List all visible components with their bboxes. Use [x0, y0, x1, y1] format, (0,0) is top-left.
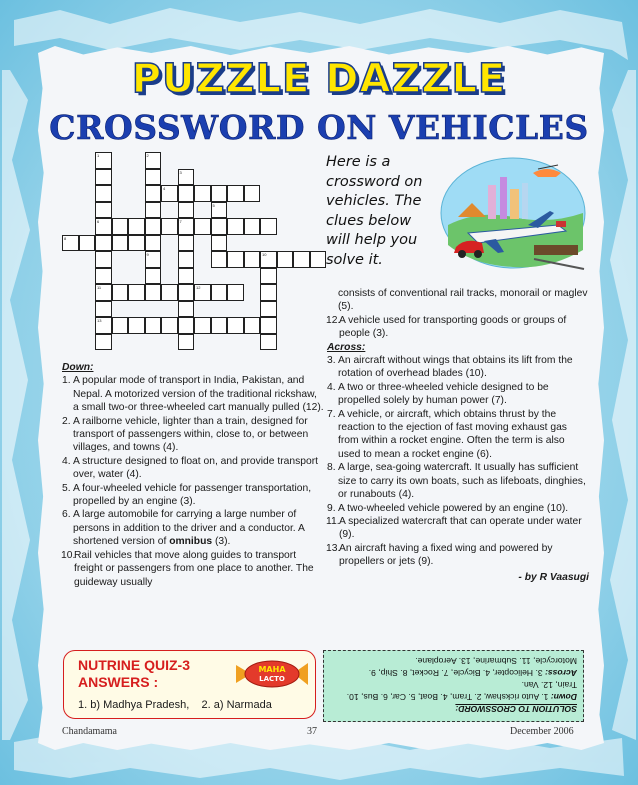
crossword-cell	[194, 284, 211, 301]
solution-down: Down: 1. Auto rickshaw, 2. Tram, 4. Boat, 5. Car, 6. Bus, 10. Train, 12. Van.	[346, 680, 577, 702]
quiz-answers-box	[63, 650, 316, 719]
crossword-cell	[95, 169, 112, 186]
clue-down-10: 10. Rail vehicles that move along guides to transport freight or passengers from one place to another. The guideway usually	[61, 549, 314, 588]
crossword-cell	[194, 317, 211, 334]
crossword-cell	[112, 317, 129, 334]
crossword-cell	[161, 317, 178, 334]
page-number: 37	[307, 726, 317, 737]
intro-line: vehicles. The	[326, 193, 422, 209]
crossword-cell	[145, 251, 162, 268]
crossword-cell	[145, 284, 162, 301]
crossword-cell	[145, 152, 162, 169]
clue-number: 9	[146, 252, 149, 257]
clue-down-2: 2. A railborne vehicle, lighter than a train, designed for transport of passengers within, close to, or between villages, and towns (4).	[62, 415, 309, 454]
crossword-cell	[95, 185, 112, 202]
intro-line: clues below	[326, 212, 412, 229]
clue-number: 11	[97, 285, 102, 290]
crossword-cell	[211, 218, 228, 235]
clue-across-4: 4. A two or three-wheeled vehicle designed to be propelled solely by human power (7).	[327, 381, 549, 407]
down-heading: Down:	[62, 362, 94, 373]
crossword-cell	[128, 284, 145, 301]
crossword-cell	[178, 202, 195, 219]
crossword-cell	[244, 317, 261, 334]
logo-text: LACTO	[259, 675, 285, 683]
crossword-cell	[194, 185, 211, 202]
crossword-cell	[79, 235, 96, 252]
across-heading: Across:	[327, 341, 366, 353]
crossword-cell	[161, 218, 178, 235]
intro-line: solve it.	[326, 251, 383, 268]
clue-across-8: 8. A large, sea-going watercraft. It usually has sufficient size to carry its own boats, such as lifeboats, dinghies, or runabouts (4).	[327, 462, 586, 501]
crossword-cell	[244, 251, 261, 268]
crossword-cell	[227, 317, 244, 334]
crossword-cell	[211, 251, 228, 268]
crossword-cell	[211, 317, 228, 334]
crossword-cell	[260, 268, 277, 285]
crossword-cell	[95, 334, 112, 351]
crossword-cell	[112, 218, 129, 235]
crossword-cell	[227, 251, 244, 268]
crossword-cell	[95, 301, 112, 318]
clue-number: 6	[97, 219, 100, 224]
crossword-cell	[128, 235, 145, 252]
toffee-wrapper-logo	[232, 655, 312, 691]
crossword-cell	[178, 268, 195, 285]
solution-heading: SOLUTION TO CROSSWORD:	[455, 704, 577, 714]
intro-line: will help you	[326, 232, 418, 248]
crossword-cell	[178, 169, 195, 186]
magazine-section-title: PUZZLE DAZZLE	[131, 56, 507, 102]
crossword-cell	[211, 185, 228, 202]
crossword-cell	[227, 185, 244, 202]
footer-magazine: Chandamama	[62, 726, 117, 737]
clue-down-12: 12. A vehicle used for transporting goods or groups of people (3).	[326, 314, 567, 340]
crossword-cell	[145, 317, 162, 334]
crossword-cell	[161, 284, 178, 301]
crossword-cell	[178, 185, 195, 202]
crossword-title: CROSSWORD ON VEHICLES	[49, 108, 589, 147]
crossword-cell	[145, 185, 162, 202]
crossword-cell	[260, 218, 277, 235]
vehicles-illustration	[438, 155, 588, 275]
crossword-cell	[112, 235, 129, 252]
clue-number: 1	[97, 153, 100, 158]
crossword-cell	[244, 218, 261, 235]
solution-across: Across: 3. Helicopter, 4. Bicycle, 7. Rocket, 8. Ship, 9. Motorcycle, 11. Submarine, 13. Aeroplane.	[368, 656, 577, 678]
footer-date: December 2006	[510, 726, 574, 737]
crossword-cell	[211, 202, 228, 219]
solution-box	[323, 650, 584, 722]
intro-line: crossword on	[326, 173, 423, 190]
crossword-cell	[145, 169, 162, 186]
crossword-cell	[95, 251, 112, 268]
crossword-cell	[227, 284, 244, 301]
solution-upside-down	[330, 655, 577, 715]
crossword-cell	[178, 251, 195, 268]
emphasis-word: omnibus	[169, 536, 213, 548]
crossword-cell	[95, 317, 112, 334]
clue-down-10-continued: consists of conventional rail tracks, monorail or maglev (5).	[338, 288, 588, 313]
clue-down-6: 6. A large automobile for carrying a large number of persons in addition to the driver and a conductor. A shortened version of omnibus (3).	[62, 509, 305, 548]
clue-number: 8	[64, 235, 67, 241]
crossword-cell	[128, 218, 145, 235]
crossword-cell	[145, 235, 162, 252]
crossword-cell	[178, 301, 195, 318]
clue-down-5: 5. A four-wheeled vehicle for passenger transportation, propelled by an engine (3).	[62, 482, 312, 508]
crossword-cell	[211, 284, 228, 301]
crossword-cell	[95, 218, 112, 235]
clue-number: 13	[97, 318, 102, 323]
clue-number: 5	[212, 202, 215, 208]
clue-number: 10	[262, 252, 267, 257]
crossword-cell	[145, 202, 162, 219]
intro-line: Here is a	[326, 154, 391, 170]
crossword-cell	[178, 235, 195, 252]
crossword-cell	[260, 334, 277, 351]
clue-across-13: 13. An aircraft having a fixed wing and powered by propellers or jets (9).	[326, 542, 553, 568]
crossword-cell	[260, 317, 277, 334]
crossword-cell	[227, 218, 244, 235]
crossword-cell	[178, 334, 195, 351]
crossword-cell	[260, 284, 277, 301]
crossword-cell	[95, 235, 112, 252]
crossword-cell	[95, 284, 112, 301]
crossword-cell	[244, 185, 261, 202]
crossword-cell	[178, 284, 195, 301]
clue-down-4: 4. A structure designed to float on, and provide transport over, water (4).	[62, 455, 318, 481]
crossword-cell	[260, 301, 277, 318]
down-clues-column	[62, 361, 324, 589]
clue-number: 12	[196, 285, 201, 290]
clue-number: 2	[146, 153, 149, 158]
crossword-cell	[95, 268, 112, 285]
crossword-cell	[128, 317, 145, 334]
clue-number: 7	[179, 219, 182, 224]
quiz-title: NUTRINE QUIZ-3 ANSWERS :	[78, 657, 190, 690]
crossword-cell	[178, 317, 195, 334]
crossword-cell	[145, 218, 162, 235]
crossword-cell	[145, 268, 162, 285]
crossword-cell	[161, 185, 178, 202]
crossword-cell	[112, 284, 129, 301]
crossword-cell	[95, 202, 112, 219]
crossword-cell	[293, 251, 310, 268]
crossword-cell	[260, 251, 277, 268]
clue-across-9: 9. A two-wheeled vehicle powered by an engine (10).	[327, 502, 569, 514]
quiz-answer-text: 1. b) Madhya Pradesh, 2. a) Narmada	[78, 699, 272, 711]
crossword-cell	[95, 152, 112, 169]
clue-across-3: 3. An aircraft without wings that obtains its lift from the rotation of overhead blades (10).	[327, 355, 573, 380]
crossword-cell	[277, 251, 294, 268]
crossword-cell	[194, 218, 211, 235]
crossword-cell	[310, 251, 327, 268]
crossword-cell	[62, 235, 79, 252]
crossword-cell	[211, 235, 228, 252]
crossword-cell	[178, 218, 195, 235]
clue-number: 4	[163, 186, 166, 191]
right-clues-column	[327, 287, 589, 584]
clue-across-11: 11. A specialized watercraft that can operate under water (9).	[326, 515, 582, 541]
clue-across-7: 7. A vehicle, or aircraft, which obtains thrust by the reaction to the ejection of fast moving exhaust gas from within a rocket engine. Often the term is also used to mean a rocket engine (6).	[327, 408, 567, 460]
clue-down-1: 1. A popular mode of transport in India, Pakistan, and Nepal. A motorized version of the traditional rickshaw, a small two-or three-wheeled cart manually pulled (12).	[62, 375, 324, 414]
intro-text	[326, 153, 442, 270]
logo-text: MAHA	[258, 665, 286, 674]
clue-number: 3	[179, 169, 182, 175]
author-credit: - by R Vaasugi	[518, 571, 589, 583]
